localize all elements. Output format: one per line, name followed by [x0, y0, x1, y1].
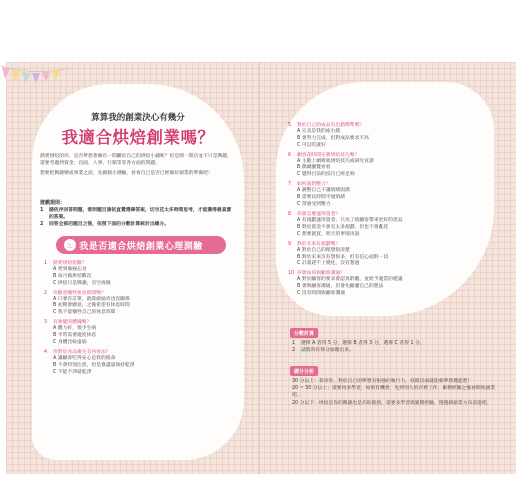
question-item: [288, 122, 488, 149]
question-text: 願意花時間充實烘焙技巧嗎？: [297, 152, 360, 158]
answer-option: B 不會特別注意，但是會盡量保持乾淨: [53, 362, 135, 368]
question-text: 對於自己的成品有出錯標準嗎？: [297, 123, 365, 128]
question-text: 對於未來有規劃嗎？: [297, 241, 341, 247]
question-number: 5: [288, 123, 292, 128]
answer-option: C 可以吃就好: [297, 142, 326, 148]
answer-option: C 不能不淨就乾淨: [53, 369, 92, 375]
bunting-decoration: [0, 62, 70, 102]
answer-option: B 對於未來沒有想很多，但有信心面對一切: [297, 254, 389, 260]
answer-option: A 調整自己不讓情緒崩潰: [297, 188, 350, 194]
answer-option: B 對於資金不會有太多規劃，但也不會亂花: [297, 224, 389, 230]
answer-option: C 沒有時間與顧客溝通: [297, 291, 346, 297]
answer-option: C 常感受到壓力: [297, 201, 331, 207]
question-item: [288, 181, 488, 208]
answer-option: A 對於顧客的要求會認真聆聽，並給予適當的建議: [297, 277, 403, 283]
score-heading: 分數計算: [290, 328, 318, 338]
rules-list: [40, 207, 236, 228]
question-text: 你對於食品衛生有何看法？: [53, 350, 111, 356]
question-text: 你願意犧牲休息時間嗎？: [53, 290, 106, 296]
intro-paragraph: 熱愛烘焙的你，是否夢想著擁有一間屬於自己的烘焙小舖呢？但是開一間店並不只是興趣，還要考慮到資金、店面、人事、行銷等等各方面的問題。: [40, 154, 232, 167]
analysis-line: 30 分以上：恭喜你，對於自己的夢想有很強的執行力，找間店面就能朝夢想邁進吧！: [292, 379, 473, 384]
answer-option: B 初期會願意，之後希望有休息時間: [53, 303, 130, 309]
rule-number: 1: [40, 208, 44, 213]
answer-option: B 會努力完成，但對成品要求不高: [297, 135, 369, 141]
score-item: [292, 347, 492, 354]
answer-option: A 主動上網吸收烘焙技巧或研究食譜: [297, 158, 374, 164]
page-kicker: 算算我的創業決心有幾分: [91, 113, 185, 123]
quiz-banner: [56, 236, 226, 254]
rule-text: 請依序回答問題，看到題目請依直覺選擇答案，切勿花太多時間思考，才能獲得最真實的答案。: [49, 208, 232, 220]
cupcake-icon: ♨: [64, 239, 76, 251]
question-number: 6: [288, 152, 292, 158]
answer-option: B 平常需要適度休息: [53, 333, 97, 339]
question-item: [44, 290, 234, 317]
question-item: [288, 152, 488, 179]
answer-option: B 每月做烘焙數次: [53, 273, 92, 279]
question-item: [44, 260, 234, 287]
answer-option: C 身體比較虛弱: [53, 339, 87, 345]
question-text: 如何面對壓力？: [297, 182, 331, 188]
answer-option: C 烘焙只是興趣，有空再做: [53, 280, 111, 286]
answer-option: A 完美是我的座右銘: [297, 129, 341, 134]
question-item: [288, 241, 488, 268]
score-text: 請將所有得分加總出來。: [301, 348, 354, 353]
question-item: [44, 349, 234, 376]
answer-option: C 計畫趕不上變化，沒有想過: [297, 261, 360, 267]
rule-item: [40, 221, 236, 228]
answer-option: A 體力好，很少生病: [53, 326, 97, 332]
analysis-line: 20 分以下：烘焙是你的興趣也是你的熱情，還要多學習與累積經驗，慢慢朝創業方向前進吧。: [292, 400, 492, 406]
question-number: 10: [288, 271, 295, 277]
question-text: 你會如何與顧客溝通？: [297, 271, 345, 277]
intro-paragraph: 想要把興趣變成事業之前，先做個小測驗，看看自己是否已經做好創業的準備吧！: [40, 171, 213, 177]
question-item: [44, 319, 234, 346]
question-number: 3: [44, 320, 48, 326]
intro-text: [40, 153, 236, 181]
rule-number: 2: [40, 222, 44, 227]
analysis-line: 20 ~ 30 分以上：還要再多學習，如果有機會，先到別人的店裡工作，累積經驗之後再開始創業吧。: [292, 386, 496, 399]
score-rules: [292, 340, 492, 354]
book-gutter: [258, 62, 260, 474]
rule-text: 回答全部的題目之後，依照下面的分數計算統計出總分。: [49, 222, 169, 227]
answer-option: A 讓顧客吃得安心是我的使命: [53, 356, 116, 362]
quiz-questions-right: [288, 122, 488, 300]
analysis-text: [292, 378, 496, 407]
answer-option: A 愛到廢寢忘食: [53, 267, 87, 272]
quiz-banner-label: 我是否適合烘焙創業心理測驗: [79, 241, 203, 252]
question-number: 1: [44, 261, 48, 266]
answer-option: B 偶爾瀏覽看看: [297, 165, 331, 171]
question-text: 你會怎麼運用資金？: [297, 212, 341, 218]
answer-option: A 只要有訂單，就算做通宵也沒關係: [53, 296, 130, 302]
question-number: 2: [44, 290, 48, 296]
answer-option: A 有規劃運用資金，只為了給顧客帶來更好的產品: [297, 218, 403, 224]
question-number: 7: [288, 182, 292, 188]
page-title: 我適合烘焙創業嗎？: [61, 128, 215, 147]
answer-option: C 覺得目前的技巧已經足夠: [297, 172, 355, 178]
quiz-questions-left: [44, 260, 234, 379]
answer-option: A 對於自己的理想很清楚: [297, 247, 350, 253]
score-text: 選擇 A 者得 5 分，選擇 B 者得 3 分，選擇 C 者得 1 分。: [301, 341, 425, 346]
question-number: 4: [44, 350, 48, 356]
score-number: 1: [292, 341, 296, 346]
question-item: [288, 270, 488, 297]
question-number: 8: [288, 212, 292, 218]
score-item: [292, 340, 492, 347]
question-item: [288, 211, 488, 238]
answer-option: C 我不能犧牲自己的休息時間: [53, 310, 116, 316]
score-number: 2: [292, 348, 296, 353]
answer-option: B 會與顧客溝通，但會先顧慮自己的想法: [297, 284, 384, 290]
rule-item: [40, 207, 236, 221]
answer-option: B 需要長時間平復情緒: [297, 195, 345, 201]
question-text: 有強健的體魄嗎？: [53, 320, 92, 326]
answer-option: C 想要就買，明天的事情再說: [297, 231, 360, 237]
question-number: 9: [288, 241, 292, 247]
analysis-heading: 總分分析: [290, 366, 318, 376]
question-text: 熱愛烘焙指數？: [53, 261, 87, 266]
rules-heading: 遊戲規則：: [40, 200, 66, 206]
